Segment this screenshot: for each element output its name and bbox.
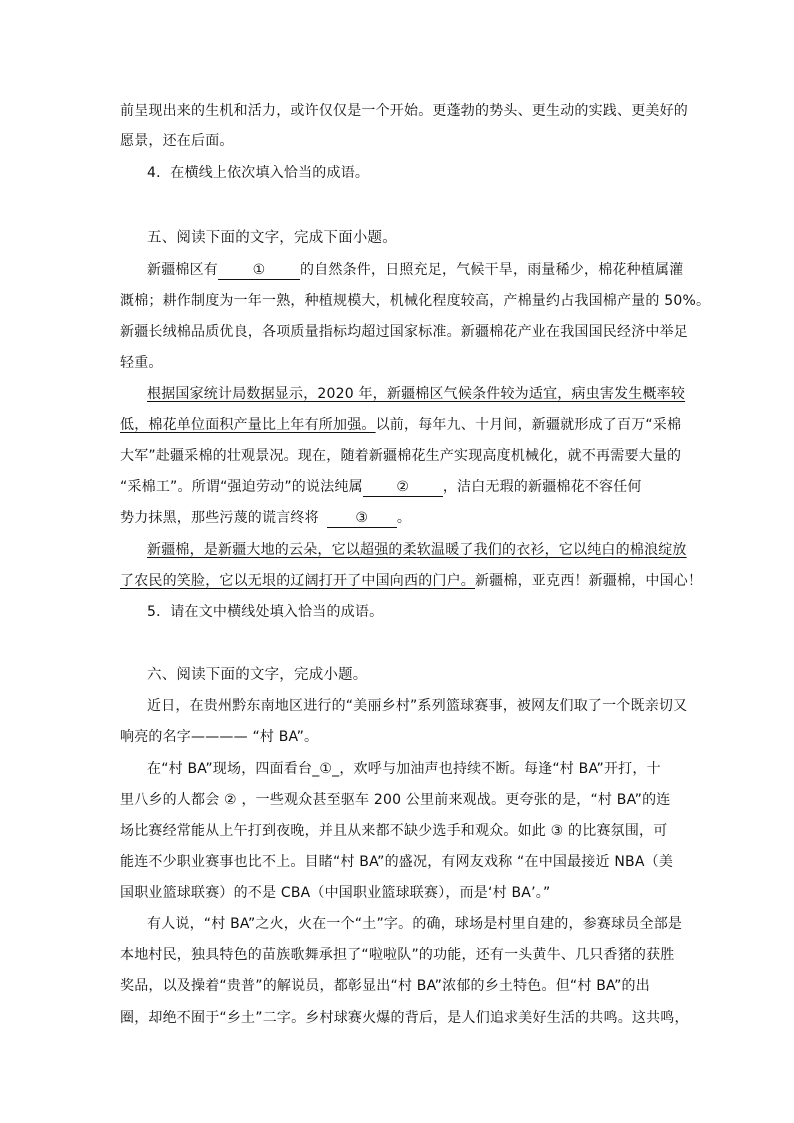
underlined-sentence: 了农民的笑脸，它以无垠的辽阔打开了中国向西的门户。	[120, 573, 475, 589]
paragraph-line: 在“村 BA”现场，四面看台_①_，欢呼与加油声也持续不断。每逢“村 BA”开打，十	[147, 761, 661, 777]
underlined-sentence: 新疆棉，是新疆大地的云朵，它以超强的柔软温暖了我们的衣衫，它以纯白的棉浪绽放	[147, 542, 687, 558]
text-span: 新疆棉，亚克西！新疆棉，中国心！	[475, 573, 703, 589]
paragraph-line: 国职业篮球联赛）的不是 CBA（中国职业篮球联赛），而是‘村 BA’。”	[120, 885, 551, 901]
section-6-heading: 六、阅读下面的文字，完成小题。	[147, 667, 368, 683]
section-5-heading: 五、阅读下面的文字，完成下面小题。	[147, 230, 397, 246]
paragraph-line: 场比赛经常能从上午打到夜晚，并且从来都不缺少选手和观众。如此 ③ 的比赛氛围，可	[120, 823, 668, 839]
paragraph-line: 大军”赴疆采棉的壮观景况。现在，随着新疆棉花生产实现高度机械化，就不再需要大量的	[120, 448, 682, 464]
text-span: 势力抹黑，那些污蔑的谎言终将	[120, 510, 319, 526]
paragraph-line	[147, 260, 684, 280]
paragraph-line: 愿景，还在后面。	[120, 133, 234, 149]
paragraph-line: 有人说，“村 BA”之火，火在一个“土”字。的确，球场是村里自建的，参赛球员全部是	[147, 916, 683, 932]
paragraph-line: 响亮的名字———— “村 BA”。	[120, 729, 319, 745]
paragraph-line: 轻重。	[120, 355, 163, 371]
blank-1: ①	[218, 262, 300, 280]
text-span: 新疆棉区有	[147, 262, 218, 278]
paragraph-line	[120, 571, 703, 591]
underlined-sentence: 低，棉花单位面积产量比上年有所加强。	[120, 417, 376, 433]
underlined-sentence: 根据国家统计局数据显示，2020 年，新疆棉区气候条件较为适宜，病虫害发生概率较	[147, 386, 686, 402]
question-5: 5．请在文中横线处填入恰当的成语。	[147, 604, 384, 620]
text-span: 以前，每年九、十月间，新疆就形成了百万“采棉	[375, 417, 682, 433]
text-span: 的自然条件，日照充足，气候干旱，雨量稀少，棉花种植属灌	[300, 262, 684, 278]
paragraph-line: 近日，在贵州黔东南地区进行的“美丽乡村”系列篮球赛事，被网友们取了一个既亲切又	[147, 698, 688, 714]
question-4: 4．在横线上依次填入恰当的成语。	[147, 165, 370, 181]
paragraph-line: 里八乡的人都会 ② ，一些观众甚至驱车 200 公里前来观战。更夸张的是，“村 BA”的连	[120, 792, 671, 808]
paragraph-line	[120, 508, 640, 528]
paragraph-line: 本地村民，独具特色的苗族歌舞承担了“啦啦队”的功能，还有一头黄牛、几只香猪的获胜	[120, 947, 675, 963]
paragraph-line: 能连不少职业赛事也比不上。目睹“村 BA”的盛况，有网友戏称 “在中国最接近 NBA（美	[120, 854, 674, 870]
blank-3: ③	[327, 510, 397, 528]
text-span: “采棉工”。所谓“强迫劳动”的说法纯属	[120, 479, 363, 495]
paragraph-line: 前呈现出来的生机和活力，或许仅仅是一个开始。更蓬勃的势头、更生动的实践、更美好的	[120, 103, 688, 119]
paragraph-line	[120, 415, 682, 435]
blank-2: ②	[363, 479, 443, 497]
paragraph-line: 新疆长绒棉品质优良，各项质量指标均超过国家标准。新疆棉花产业在我国国民经济中举足	[120, 324, 688, 340]
paragraph-line: 圈，却绝不囿于“乡土”二字。乡村球赛火爆的背后，是人们追求美好生活的共鸣。这共鸣，	[120, 1010, 689, 1026]
paragraph-line: 溉棉；耕作制度为一年一熟，种植规模大，机械化程度较高，产棉量约占我国棉产量的 50%。	[120, 293, 711, 309]
text-span: ，洁白无瑕的新疆棉花不容任何	[442, 479, 642, 495]
paragraph-line	[120, 477, 640, 497]
paragraph-line: 奖品，以及操着“贵普”的解说员，都彰显出“村 BA”浓郁的乡土特色。但“村 BA”的出	[120, 978, 650, 994]
text-span: 。	[396, 510, 412, 526]
